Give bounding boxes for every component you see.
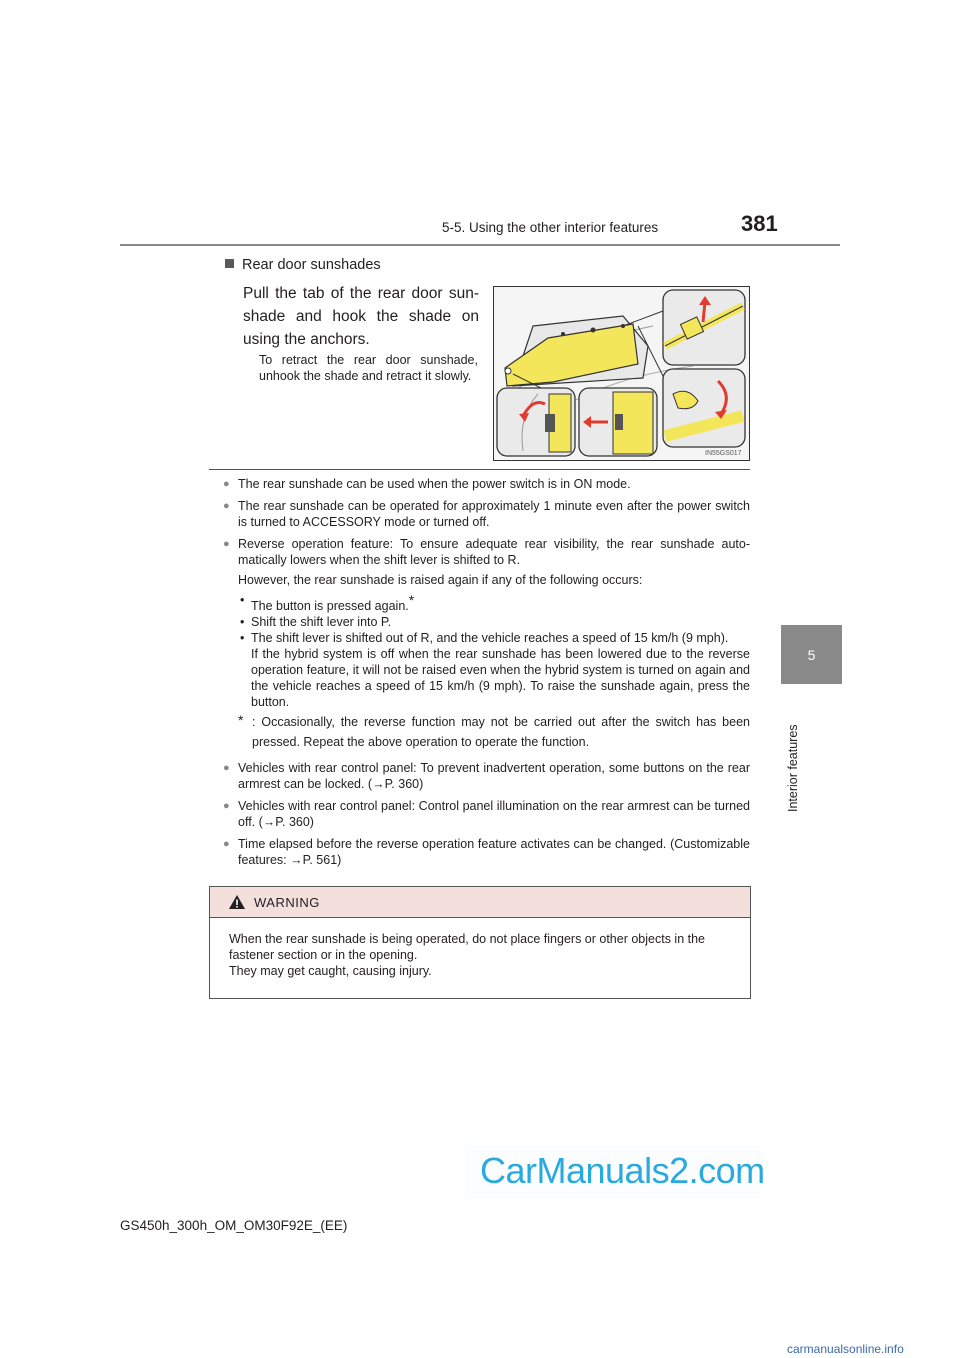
- section-title: 5-5. Using the other interior features: [442, 220, 659, 235]
- sunshade-illustration: [493, 286, 750, 461]
- chapter-number: 5: [807, 646, 816, 663]
- circle-bullet-icon: ●: [223, 762, 230, 775]
- site-credit[interactable]: carmanualsonline.info: [787, 1342, 904, 1356]
- warning-box: [209, 886, 751, 999]
- sub-item: • Shift the shift lever into P.: [240, 615, 392, 630]
- note-text: The rear sunshade can be used when the power switch is in ON mode.: [238, 477, 631, 491]
- watermark-text: CarManuals2.com: [480, 1150, 765, 1191]
- circle-bullet-icon: ●: [223, 500, 230, 512]
- circle-bullet-icon: ●: [223, 538, 230, 550]
- note-text[interactable]: Vehicles with rear control panel: Control panel illumination on the rear armrest can be turned off. (→P. 360): [238, 799, 750, 830]
- sub-item: • The button is pressed again.*: [240, 592, 415, 614]
- warning-header: [210, 887, 750, 918]
- watermark: [465, 1145, 765, 1199]
- chapter-tab[interactable]: [781, 625, 842, 684]
- footnote: [223, 712, 750, 752]
- square-bullet-icon: [225, 259, 234, 268]
- notes-list: [223, 476, 750, 874]
- note-item: [223, 836, 750, 868]
- sub-item: • The shift lever is shifted out of R, and the vehicle reaches a speed of 15 km/h (9 mph).: [240, 631, 729, 646]
- note-paragraph: However, the rear sunshade is raised again if any of the following occurs:: [238, 573, 643, 587]
- model-code: GS450h_300h_OM_OM30F92E_(EE): [120, 1218, 348, 1233]
- asterisk-mark: *: [408, 592, 415, 608]
- figure-code: IN55GS017: [705, 450, 742, 457]
- sunshade-illustration-svg: [493, 286, 750, 461]
- note-text: Reverse operation feature: To ensure adequate rear visibility, the rear sunshade auto-matically lowers when the shift lever is shifted to R.: [238, 537, 750, 567]
- sub-heading-text: Rear door sunshades: [242, 257, 381, 273]
- warning-line: They may get caught, causing injury.: [229, 964, 432, 978]
- note-item: [223, 798, 750, 830]
- chapter-label: Interior features: [786, 724, 800, 812]
- instruction-text: Pull the tab of the rear door sun-shade and hook the shade on using the anchors.: [243, 285, 479, 348]
- notes-divider: [209, 469, 750, 470]
- sub-text: The shift lever is shifted out of R, and the vehicle reaches a speed of 15 km/h (9 mph).: [251, 631, 729, 646]
- warning-text: [229, 931, 741, 979]
- page-number: 381: [741, 211, 778, 236]
- note-text[interactable]: Vehicles with rear control panel: To prevent inadvertent operation, some buttons on the rear armrest can be locked. (→P. 360): [238, 761, 750, 792]
- note-item: [223, 476, 750, 492]
- circle-bullet-icon: ●: [223, 800, 230, 813]
- note-text[interactable]: Time elapsed before the reverse operation feature activates can be changed. (Customizable features: →P. 561): [238, 837, 750, 868]
- sub-continuation: If the hybrid system is off when the rear sunshade has been lowered due to the reverse operation feature, it will not be raised even when the hybrid system is turned on again and the vehicle reaches a speed of 15 km/h (9 mph). To raise the sunshade again, press the button.: [251, 647, 750, 710]
- warning-title: WARNING: [254, 894, 320, 910]
- circle-bullet-icon: ●: [223, 478, 230, 490]
- instruction-note: To retract the rear door sunshade, unhook the shade and retract it slowly.: [259, 353, 478, 383]
- warning-triangle-icon: [228, 894, 246, 910]
- note-item: [223, 498, 750, 530]
- sub-heading: [225, 257, 381, 273]
- footnote-mark: *: [238, 712, 244, 729]
- note-item: [223, 760, 750, 792]
- header-divider: [120, 244, 840, 246]
- circle-bullet-icon: ●: [223, 838, 230, 851]
- footnote-text: : Occasionally, the reverse function may not be carried out after the switch has been pressed. Repeat the above operation to operate the function.: [252, 715, 750, 750]
- note-item: [223, 536, 750, 568]
- chapter-label-wrap: [784, 692, 804, 812]
- sub-text: The button is pressed again.: [251, 599, 409, 614]
- note-text: The rear sunshade can be operated for approximately 1 minute even after the power switch is turned to ACCESSORY mode or turned off.: [238, 499, 750, 529]
- warning-line: When the rear sunshade is being operated, do not place fingers or other objects in the fastener section or in the opening.: [229, 932, 705, 962]
- sub-text: Shift the shift lever into P.: [251, 615, 392, 630]
